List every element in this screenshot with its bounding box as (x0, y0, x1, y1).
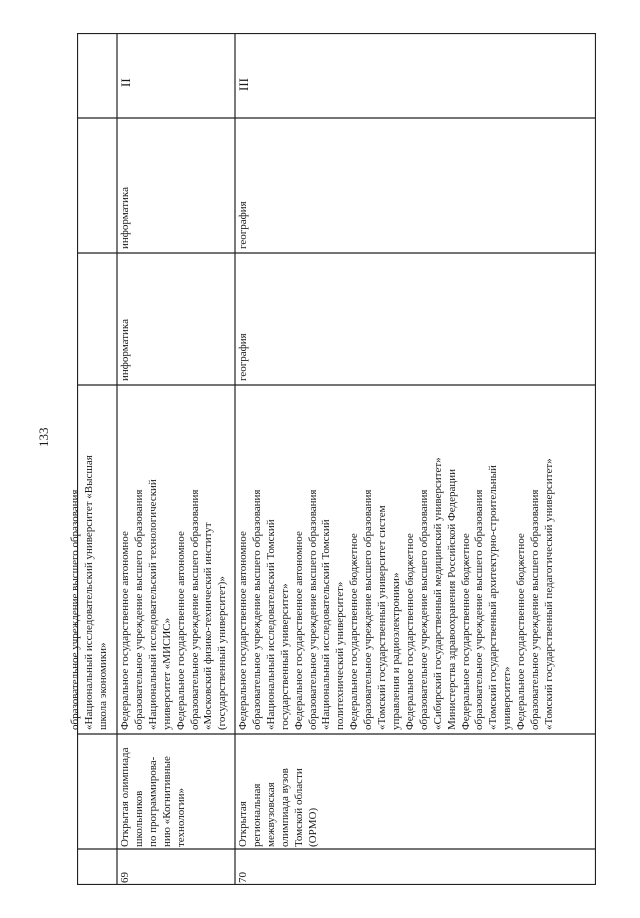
row-69-level: II (118, 78, 133, 87)
row-70-organizers: Федеральное государственное автономное образовательное учреждение высшего образования «Национальный исследовательский Томский государственный университет» Федеральное государственное автономное образовательное учреждение высшего образования «Национальный исследовательский Томский политехнический университет» Федеральное государственное бюджетное образовательное учреждение высшего образования «Томский государственный университет систем управления и радиоэлектроники» Федеральное государственное бюджетное образовательное учреждение высшего образования «Сибирский государственный медицинский университет» Министерства здравоохранения Российской Федерации Федеральное государственное бюджетное образовательное учреждение высшего образования «Томский государственный архитектурно-строительный университет» Федеральное государственное бюджетное образовательное учреждение высшего образования «Томский государственный педагогический университет» (237, 457, 555, 730)
row-70-number: 70 (237, 872, 249, 883)
row-70-olympiad-name: Открытая региональная межвузовская олимпиада вузов Томской области (ОРМО) (237, 768, 319, 847)
row-69-organizers: Федеральное государственное автономное образовательное учреждение высшего образования «Национальный исследовательский технологический университет «МИСИС» Федеральное государственное автономное образовательное учреждение высшего образования «Московский физико-технический институт (государственный университет)» (119, 479, 229, 730)
row-69-number: 69 (119, 872, 131, 883)
row-69-subject: информатика (119, 319, 131, 381)
continuation-organizers: образовательное учреждение высшего образования «Национальный исследовательский университет «Высшая школа экономики» (69, 455, 109, 730)
page-number: 133 (36, 427, 51, 447)
row-70-profile: география (237, 201, 249, 249)
row-69-olympiad-name: Открытая олимпиада школьников по программирова- нию «Когнитивные технологии» (119, 747, 187, 847)
row-70-subject: география (237, 333, 249, 381)
olympiad-table (69, 33, 596, 885)
row-69-profile: информатика (119, 187, 131, 249)
row-70-level: III (236, 78, 251, 91)
